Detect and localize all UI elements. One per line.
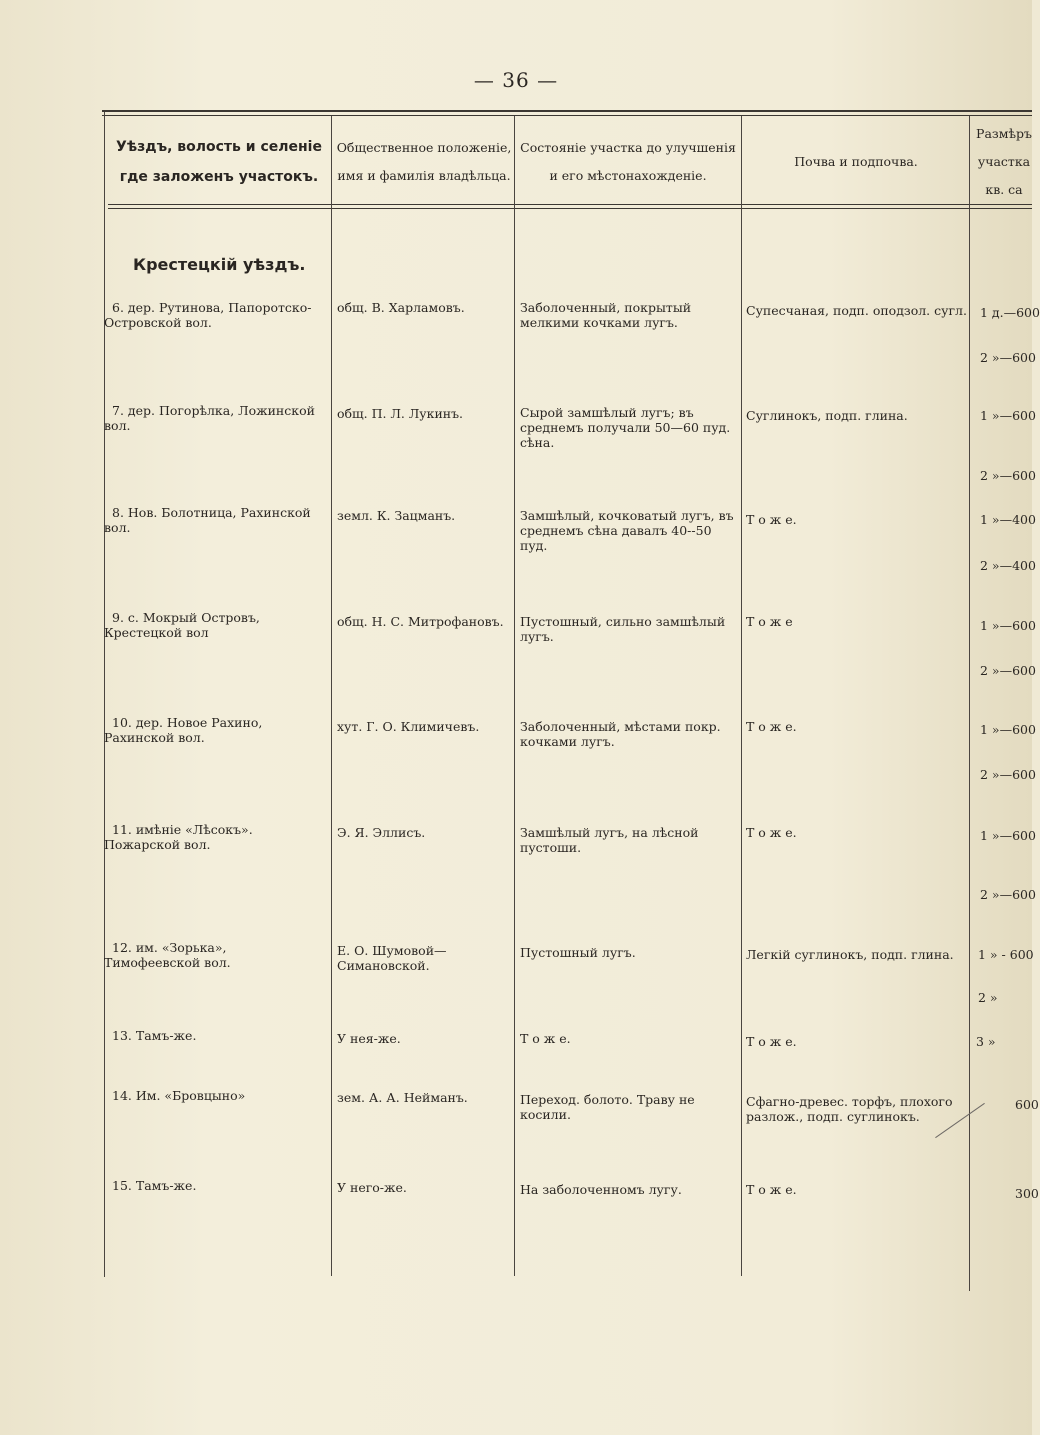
row-owner: земл. К. Зацманъ.: [337, 508, 456, 523]
row-owner: Е. О. Шумовой—Симановской.: [337, 943, 447, 973]
row-owner: У него-же.: [337, 1180, 407, 1195]
row-soil: Легкій суглинокъ, подп. глина.: [746, 947, 954, 962]
row-soil: Сфагно-древес. торфъ, плохого разлож., подп. суглинокъ.: [746, 1094, 953, 1124]
row-state: Заболоченный, покрытый мелкими кочками лугъ.: [520, 300, 692, 330]
row-state: Заболоченный, мѣстами покр. кочками лугъ.: [520, 719, 721, 749]
row-size: 2 »—400: [980, 558, 1036, 573]
row-owner: зем. А. А. Нейманъ.: [337, 1090, 468, 1105]
row-soil: Т о ж е.: [746, 719, 797, 734]
row-state: Пустошный, сильно замшѣлый лугъ.: [520, 614, 726, 644]
row-location: 10. дер. Новое Рахино, Рахинской вол.: [104, 715, 263, 745]
row-owner: общ. Н. С. Митрофановъ.: [337, 614, 504, 629]
header-owner: Общественное положеніе, имя и фамилія владѣльца.: [336, 140, 512, 183]
top-rule-thin: [102, 115, 1032, 116]
row-size: 2 »—600: [980, 350, 1036, 365]
row-size: 3 »: [976, 1034, 996, 1049]
row-size: 2 »: [978, 990, 998, 1005]
column-divider-1: [331, 116, 332, 1276]
row-state: Сырой замшѣлый лугъ; въ среднемъ получали 50—60 пуд. сѣна.: [520, 405, 731, 450]
row-location: 15. Тамъ-же.: [112, 1178, 197, 1193]
row-owner: Э. Я. Эллисъ.: [337, 825, 426, 840]
row-size: 1 »—600: [980, 828, 1036, 843]
row-state: На заболоченномъ лугу.: [520, 1182, 682, 1197]
column-divider-2: [514, 116, 515, 1276]
row-location: 6. дер. Рутинова, Папоротско-Островской вол.: [104, 300, 312, 330]
row-soil: Супесчаная, подп. оподзол. сугл.: [746, 303, 967, 318]
row-location: 11. имѣніе «Лѣсокъ». Пожарской вол.: [104, 822, 253, 852]
row-soil: Т о ж е.: [746, 825, 797, 840]
column-divider-3: [741, 116, 742, 1276]
row-state: Т о ж е.: [520, 1031, 571, 1046]
row-size: 1 »—600: [980, 722, 1036, 737]
row-location: 12. им. «Зорька», Тимофеевской вол.: [104, 940, 231, 970]
row-location: 7. дер. Погорѣлка, Ложинской вол.: [104, 403, 315, 433]
row-state: Переход. болото. Траву не косили.: [520, 1092, 695, 1122]
row-size: 2 »—600: [980, 468, 1036, 483]
row-location: 8. Нов. Болотница, Рахинской вол.: [104, 505, 311, 535]
row-owner: общ. В. Харламовъ.: [337, 300, 465, 315]
row-size: 600: [1015, 1097, 1039, 1112]
row-location: 14. Им. «Бровцыно»: [112, 1088, 246, 1103]
row-owner: хут. Г. О. Климичевъ.: [337, 719, 480, 734]
header-rule-2: [108, 208, 1032, 209]
row-soil: Т о ж е.: [746, 1182, 797, 1197]
header-soil: Почва и подпочва.: [794, 154, 918, 169]
row-size: 1 д.—600: [980, 305, 1040, 320]
row-size: 1 »—600: [980, 618, 1036, 633]
row-state: Пустошный лугъ.: [520, 945, 636, 960]
row-size: 1 » - 600: [978, 947, 1034, 962]
row-size: 2 »—600: [980, 887, 1036, 902]
header-size: Размѣръ участка кв. са: [976, 126, 1032, 197]
header-location: Уѣздъ, волость и селеніе где заложенъ участокъ.: [116, 139, 322, 185]
page-number: — 36 —: [473, 68, 559, 92]
row-state: Замшѣлый лугъ, на лѣсной пустоши.: [520, 825, 699, 855]
row-owner: общ. П. Л. Лукинъ.: [337, 406, 464, 421]
row-soil: Т о ж е.: [746, 1034, 797, 1049]
header-state: Состояніе участка до улучшенія и его мѣстонахожденіе.: [520, 140, 736, 183]
row-size: 2 »—600: [980, 767, 1036, 782]
row-soil: Т о ж е: [746, 614, 793, 629]
header-rule: [108, 204, 1032, 205]
row-size: 1 »—600: [980, 408, 1036, 423]
row-size: 1 »—400: [980, 512, 1036, 527]
row-size: 300: [1015, 1186, 1039, 1201]
top-rule: [102, 110, 1032, 112]
row-soil: Т о ж е.: [746, 512, 797, 527]
row-location: 13. Тамъ-же.: [112, 1028, 197, 1043]
row-state: Замшѣлый, кочковатый лугъ, въ среднемъ сѣна давалъ 40--50 пуд.: [520, 508, 734, 553]
district-heading: Крестецкій уѣздъ.: [133, 255, 306, 274]
row-owner: У нея-же.: [337, 1031, 401, 1046]
row-location: 9. с. Мокрый Островъ, Крестецкой вол: [104, 610, 260, 640]
row-soil: Суглинокъ, подп. глина.: [746, 408, 908, 423]
row-size: 2 »—600: [980, 663, 1036, 678]
